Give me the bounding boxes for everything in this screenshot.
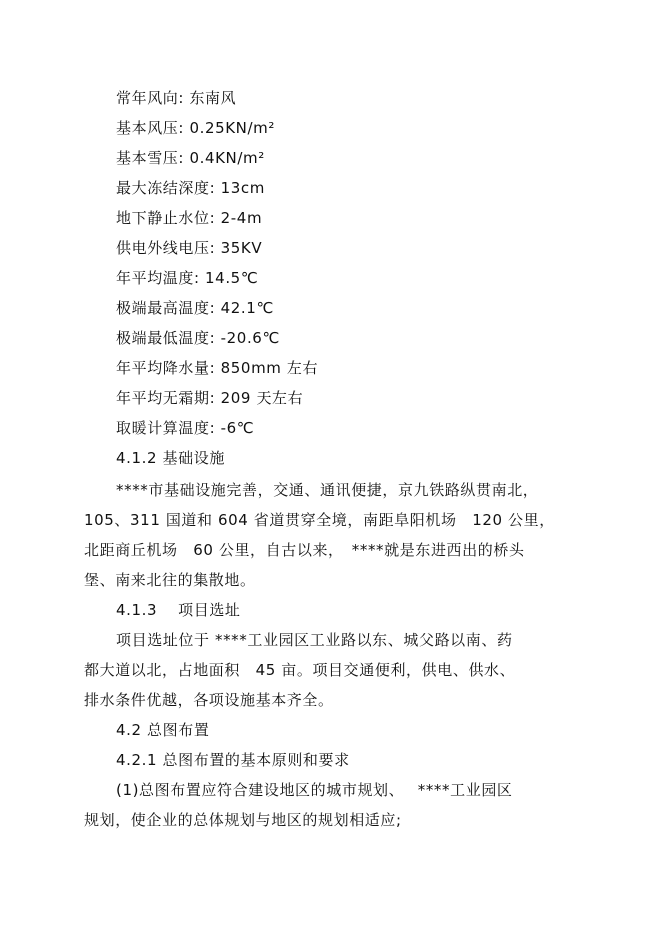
climate-value: -6℃ (220, 419, 255, 437)
climate-label: 基本风压: (116, 119, 185, 137)
climate-value: 13cm (220, 179, 265, 197)
climate-label: 常年风向: (116, 89, 185, 107)
section-heading-4-2-1: 4.2.1 总图布置的基本原则和要求 (116, 751, 350, 769)
climate-item-max-temp (116, 298, 274, 318)
climate-value: 42.1℃ (220, 299, 274, 317)
climate-label: 年平均温度: (116, 269, 200, 287)
paragraph-line: 项目选址位于 ****工业园区工业路以东、城父路以南、药 (116, 631, 513, 649)
climate-value: 35KV (220, 239, 263, 257)
climate-value: 2-4m (220, 209, 263, 227)
climate-item-precipitation (116, 358, 318, 378)
climate-label: 基本雪压: (116, 149, 185, 167)
climate-value: 0.25KN/m² (189, 119, 275, 137)
climate-item-supply-voltage (116, 238, 262, 258)
climate-item-heating-temp (116, 418, 254, 438)
paragraph-line: 北距商丘机场 60 公里，自古以来， ****就是东进西出的桥头 (84, 541, 525, 559)
paragraph-line: 规划，使企业的总体规划与地区的规划相适应; (84, 811, 402, 829)
climate-value: 209 天左右 (220, 389, 304, 407)
climate-label: 取暖计算温度: (116, 419, 216, 437)
climate-value: 14.5℃ (205, 269, 259, 287)
climate-label: 地下静止水位: (116, 209, 216, 227)
paragraph-line: 堡、南来北往的集散地。 (84, 571, 256, 589)
paragraph-line: 都大道以北，占地面积 45 亩。项目交通便利，供电、供水、 (84, 661, 516, 679)
climate-value: 850mm 左右 (220, 359, 319, 377)
climate-item-snow-pressure (116, 148, 265, 168)
climate-label: 年平均降水量: (116, 359, 216, 377)
climate-item-wind-direction (116, 88, 236, 108)
paragraph-line: 排水条件优越，各项设施基本齐全。 (84, 691, 334, 709)
climate-label: 年平均无霜期: (116, 389, 216, 407)
climate-value: 东南风 (189, 89, 237, 107)
climate-value: 0.4KN/m² (189, 149, 265, 167)
climate-label: 极端最高温度: (116, 299, 216, 317)
climate-label: 极端最低温度: (116, 329, 216, 347)
climate-label: 供电外线电压: (116, 239, 216, 257)
section-heading-4-1-3: 4.1.3 项目选址 (116, 601, 241, 619)
climate-item-wind-pressure (116, 118, 275, 138)
climate-label: 最大冻结深度: (116, 179, 216, 197)
climate-item-frost-free (116, 388, 303, 408)
climate-item-min-temp (116, 328, 280, 348)
climate-item-groundwater (116, 208, 262, 228)
climate-item-frost-depth (116, 178, 265, 198)
paragraph-line: 105、311 国道和 604 省道贯穿全境，南距阜阳机场 120 公里， (84, 511, 555, 529)
climate-item-avg-temp (116, 268, 258, 288)
paragraph-line: (1)总图布置应符合建设地区的城市规划、 ****工业园区 (116, 781, 513, 799)
section-heading-4-2: 4.2 总图布置 (116, 721, 210, 739)
section-heading-4-1-2: 4.1.2 基础设施 (116, 449, 225, 467)
climate-value: -20.6℃ (220, 329, 280, 347)
paragraph-line: ****市基础设施完善，交通、通讯便捷，京九铁路纵贯南北， (116, 481, 539, 499)
